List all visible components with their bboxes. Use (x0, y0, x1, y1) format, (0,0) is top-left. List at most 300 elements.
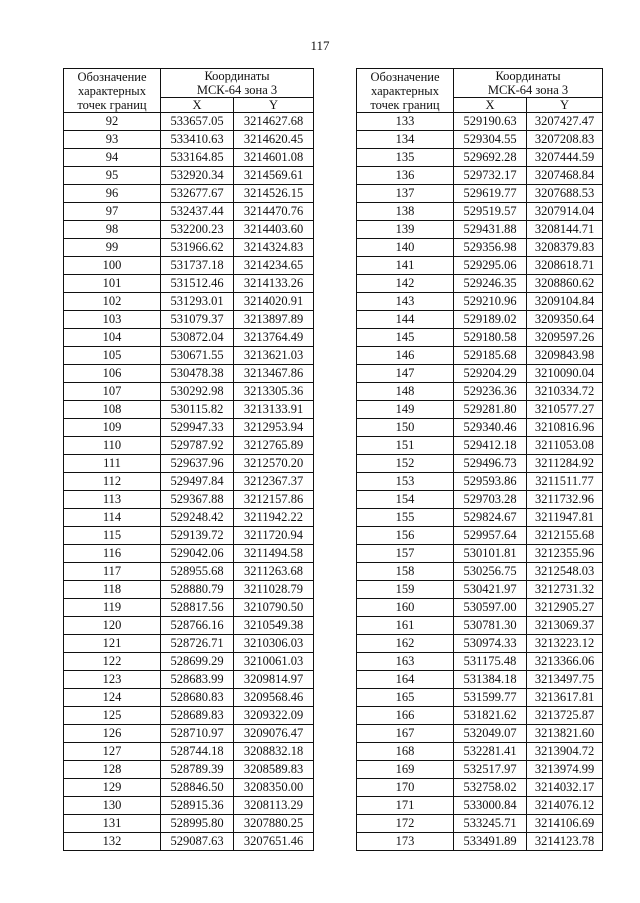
table-row (357, 833, 603, 851)
point-id-cell: 153 (357, 473, 454, 491)
y-cell: 3210577.27 (527, 401, 603, 419)
y-cell: 3213764.49 (234, 329, 314, 347)
y-cell: 3211053.08 (527, 437, 603, 455)
point-id-cell: 160 (357, 599, 454, 617)
y-cell: 3211284.92 (527, 455, 603, 473)
y-cell: 3213897.89 (234, 311, 314, 329)
y-cell: 3208860.62 (527, 275, 603, 293)
table-row (64, 275, 314, 293)
table-row (357, 365, 603, 383)
table-row (357, 599, 603, 617)
point-id-cell: 103 (64, 311, 161, 329)
point-id-cell: 124 (64, 689, 161, 707)
y-cell: 3210816.96 (527, 419, 603, 437)
point-id-cell: 121 (64, 635, 161, 653)
point-id-cell: 135 (357, 149, 454, 167)
x-cell: 528744.18 (161, 743, 234, 761)
table-row (357, 815, 603, 833)
x-cell: 533000.84 (454, 797, 527, 815)
table-row (357, 149, 603, 167)
x-cell: 531737.18 (161, 257, 234, 275)
point-id-cell: 139 (357, 221, 454, 239)
y-cell: 3214620.45 (234, 131, 314, 149)
x-cell: 532049.07 (454, 725, 527, 743)
point-id-cell: 145 (357, 329, 454, 347)
table-row (64, 239, 314, 257)
point-id-cell: 158 (357, 563, 454, 581)
table-row (357, 329, 603, 347)
table-row (357, 347, 603, 365)
table-row (357, 131, 603, 149)
point-id-cell: 100 (64, 257, 161, 275)
y-cell: 3207427.47 (527, 113, 603, 131)
x-cell: 528915.36 (161, 797, 234, 815)
point-id-cell: 92 (64, 113, 161, 131)
point-id-cell: 138 (357, 203, 454, 221)
table-row (357, 221, 603, 239)
y-cell: 3212765.89 (234, 437, 314, 455)
table-row (64, 419, 314, 437)
table-row (64, 131, 314, 149)
point-id-cell: 162 (357, 635, 454, 653)
table-row (357, 293, 603, 311)
point-id-cell: 133 (357, 113, 454, 131)
table-row (64, 311, 314, 329)
x-cell: 532437.44 (161, 203, 234, 221)
table-row (357, 617, 603, 635)
point-id-cell: 164 (357, 671, 454, 689)
x-cell: 529087.63 (161, 833, 234, 851)
x-cell: 532517.97 (454, 761, 527, 779)
x-cell: 529295.06 (454, 257, 527, 275)
point-id-cell: 110 (64, 437, 161, 455)
y-cell: 3210061.03 (234, 653, 314, 671)
y-cell: 3209843.98 (527, 347, 603, 365)
y-cell: 3207444.59 (527, 149, 603, 167)
page-number: 117 (310, 38, 330, 53)
table-row (64, 491, 314, 509)
x-cell: 530478.38 (161, 365, 234, 383)
table-row (64, 221, 314, 239)
table-row (64, 293, 314, 311)
table-row (357, 491, 603, 509)
y-cell: 3212155.68 (527, 527, 603, 545)
y-cell: 3213069.37 (527, 617, 603, 635)
y-cell: 3214324.83 (234, 239, 314, 257)
point-id-cell: 126 (64, 725, 161, 743)
x-cell: 531821.62 (454, 707, 527, 725)
table-row (357, 257, 603, 275)
y-cell: 3214569.61 (234, 167, 314, 185)
point-id-cell: 114 (64, 509, 161, 527)
point-id-cell: 125 (64, 707, 161, 725)
x-cell: 531384.18 (454, 671, 527, 689)
point-id-cell: 96 (64, 185, 161, 203)
table-row (64, 743, 314, 761)
table-row (64, 383, 314, 401)
y-cell: 3214470.76 (234, 203, 314, 221)
y-cell: 3209350.64 (527, 311, 603, 329)
table-row (357, 761, 603, 779)
x-cell: 530421.97 (454, 581, 527, 599)
table-row (64, 149, 314, 167)
point-label-header: Обозначение характерных точек границ (64, 69, 161, 113)
y-cell: 3213617.81 (527, 689, 603, 707)
y-cell: 3212731.32 (527, 581, 603, 599)
y-cell: 3207688.53 (527, 185, 603, 203)
table-row (64, 401, 314, 419)
point-id-cell: 127 (64, 743, 161, 761)
point-id-cell: 119 (64, 599, 161, 617)
table-row (64, 545, 314, 563)
point-id-cell: 170 (357, 779, 454, 797)
y-cell: 3210334.72 (527, 383, 603, 401)
table-row (357, 581, 603, 599)
x-cell: 533164.85 (161, 149, 234, 167)
point-id-cell: 148 (357, 383, 454, 401)
point-id-cell: 151 (357, 437, 454, 455)
table-row (357, 167, 603, 185)
table-row (64, 689, 314, 707)
table-row (357, 671, 603, 689)
y-cell: 3213133.91 (234, 401, 314, 419)
point-id-cell: 97 (64, 203, 161, 221)
coordinates-table-left (63, 68, 314, 851)
table-row (64, 725, 314, 743)
table-row (357, 239, 603, 257)
point-id-cell: 106 (64, 365, 161, 383)
point-id-cell: 136 (357, 167, 454, 185)
x-cell: 530101.81 (454, 545, 527, 563)
point-id-cell: 143 (357, 293, 454, 311)
table-row (64, 635, 314, 653)
point-id-cell: 132 (64, 833, 161, 851)
x-cell: 529246.35 (454, 275, 527, 293)
table-row (357, 401, 603, 419)
y-cell: 3211511.77 (527, 473, 603, 491)
table-row (357, 455, 603, 473)
point-id-cell: 95 (64, 167, 161, 185)
y-cell: 3212157.86 (234, 491, 314, 509)
table-row (64, 563, 314, 581)
y-cell: 3211942.22 (234, 509, 314, 527)
point-id-cell: 152 (357, 455, 454, 473)
table-row (357, 707, 603, 725)
table-row (64, 455, 314, 473)
x-cell: 532281.41 (454, 743, 527, 761)
point-id-cell: 115 (64, 527, 161, 545)
table-row (64, 203, 314, 221)
y-cell: 3213497.75 (527, 671, 603, 689)
table-row (64, 527, 314, 545)
y-cell: 3212548.03 (527, 563, 603, 581)
point-id-cell: 104 (64, 329, 161, 347)
table-row (64, 329, 314, 347)
table-row (357, 185, 603, 203)
point-id-cell: 147 (357, 365, 454, 383)
y-cell: 3214234.65 (234, 257, 314, 275)
x-cell: 531293.01 (161, 293, 234, 311)
table-row (64, 167, 314, 185)
table-row (64, 833, 314, 851)
x-cell: 533491.89 (454, 833, 527, 851)
point-id-cell: 123 (64, 671, 161, 689)
x-cell: 529139.72 (161, 527, 234, 545)
y-cell: 3214601.08 (234, 149, 314, 167)
y-cell: 3211720.94 (234, 527, 314, 545)
y-cell: 3207880.25 (234, 815, 314, 833)
point-id-cell: 142 (357, 275, 454, 293)
y-cell: 3213305.36 (234, 383, 314, 401)
y-cell: 3209076.47 (234, 725, 314, 743)
point-id-cell: 156 (357, 527, 454, 545)
table-row (64, 113, 314, 131)
x-cell: 529496.73 (454, 455, 527, 473)
table-row (357, 689, 603, 707)
table-row (64, 617, 314, 635)
point-id-cell: 111 (64, 455, 161, 473)
y-cell: 3213467.86 (234, 365, 314, 383)
x-cell: 528817.56 (161, 599, 234, 617)
y-cell: 3213725.87 (527, 707, 603, 725)
table-row (357, 725, 603, 743)
y-cell: 3211494.58 (234, 545, 314, 563)
point-id-cell: 134 (357, 131, 454, 149)
x-cell: 529185.68 (454, 347, 527, 365)
x-cell: 529787.92 (161, 437, 234, 455)
table-row (357, 311, 603, 329)
y-cell: 3212367.37 (234, 473, 314, 491)
y-cell: 3207468.84 (527, 167, 603, 185)
x-cell: 529204.29 (454, 365, 527, 383)
y-cell: 3214020.91 (234, 293, 314, 311)
y-cell: 3212905.27 (527, 599, 603, 617)
y-cell: 3207914.04 (527, 203, 603, 221)
point-id-cell: 128 (64, 761, 161, 779)
y-cell: 3213366.06 (527, 653, 603, 671)
point-id-cell: 93 (64, 131, 161, 149)
point-id-cell: 155 (357, 509, 454, 527)
point-id-cell: 149 (357, 401, 454, 419)
table-row (64, 653, 314, 671)
point-id-cell: 171 (357, 797, 454, 815)
point-id-cell: 150 (357, 419, 454, 437)
x-cell: 529431.88 (454, 221, 527, 239)
y-cell: 3207651.46 (234, 833, 314, 851)
y-cell: 3208589.83 (234, 761, 314, 779)
y-cell: 3213621.03 (234, 347, 314, 365)
table-row (357, 203, 603, 221)
table-row (357, 419, 603, 437)
table-row (64, 365, 314, 383)
point-id-cell: 167 (357, 725, 454, 743)
x-cell: 529190.63 (454, 113, 527, 131)
table-row (357, 509, 603, 527)
table-row (357, 743, 603, 761)
point-id-cell: 141 (357, 257, 454, 275)
x-cell: 529180.58 (454, 329, 527, 347)
x-cell: 528995.80 (161, 815, 234, 833)
y-cell: 3211263.68 (234, 563, 314, 581)
point-id-cell: 122 (64, 653, 161, 671)
y-cell: 3214133.26 (234, 275, 314, 293)
table-row (357, 545, 603, 563)
point-id-cell: 161 (357, 617, 454, 635)
table-row (357, 653, 603, 671)
y-cell: 3208350.00 (234, 779, 314, 797)
x-cell: 530872.04 (161, 329, 234, 347)
table-row (64, 473, 314, 491)
point-id-cell: 131 (64, 815, 161, 833)
x-cell: 528880.79 (161, 581, 234, 599)
y-cell: 3208618.71 (527, 257, 603, 275)
point-id-cell: 172 (357, 815, 454, 833)
point-label-header: Обозначение характерных точек границ (357, 69, 454, 113)
x-cell: 529519.57 (454, 203, 527, 221)
x-cell: 529824.67 (454, 509, 527, 527)
y-cell: 3214403.60 (234, 221, 314, 239)
point-id-cell: 137 (357, 185, 454, 203)
table-row (64, 437, 314, 455)
table-row (64, 797, 314, 815)
point-id-cell: 117 (64, 563, 161, 581)
x-cell: 531966.62 (161, 239, 234, 257)
y-cell: 3214032.17 (527, 779, 603, 797)
x-cell: 528680.83 (161, 689, 234, 707)
table-row (357, 635, 603, 653)
x-cell: 529281.80 (454, 401, 527, 419)
x-cell: 529412.18 (454, 437, 527, 455)
x-cell: 531512.46 (161, 275, 234, 293)
x-cell: 529210.96 (454, 293, 527, 311)
y-cell: 3212570.20 (234, 455, 314, 473)
x-cell: 531079.37 (161, 311, 234, 329)
table-row (64, 815, 314, 833)
point-id-cell: 154 (357, 491, 454, 509)
point-id-cell: 102 (64, 293, 161, 311)
point-id-cell: 163 (357, 653, 454, 671)
y-cell: 3210549.38 (234, 617, 314, 635)
y-cell: 3209568.46 (234, 689, 314, 707)
x-cell: 528846.50 (161, 779, 234, 797)
x-cell: 529637.96 (161, 455, 234, 473)
point-id-cell: 94 (64, 149, 161, 167)
x-cell: 529497.84 (161, 473, 234, 491)
x-cell: 529947.33 (161, 419, 234, 437)
x-cell: 528726.71 (161, 635, 234, 653)
y-cell: 3209322.09 (234, 707, 314, 725)
x-cell: 529248.42 (161, 509, 234, 527)
table-row (64, 581, 314, 599)
point-id-cell: 129 (64, 779, 161, 797)
y-cell: 3209597.26 (527, 329, 603, 347)
y-cell: 3208379.83 (527, 239, 603, 257)
y-cell: 3208144.71 (527, 221, 603, 239)
x-cell: 532677.67 (161, 185, 234, 203)
x-cell: 529042.06 (161, 545, 234, 563)
y-cell: 3212953.94 (234, 419, 314, 437)
table-row (64, 599, 314, 617)
x-cell: 529340.46 (454, 419, 527, 437)
y-cell: 3209104.84 (527, 293, 603, 311)
point-id-cell: 118 (64, 581, 161, 599)
x-cell: 531175.48 (454, 653, 527, 671)
table-row (64, 779, 314, 797)
y-cell: 3213223.12 (527, 635, 603, 653)
x-header: X (161, 98, 234, 113)
point-id-cell: 144 (357, 311, 454, 329)
y-cell: 3208832.18 (234, 743, 314, 761)
x-cell: 533410.63 (161, 131, 234, 149)
table-row (357, 113, 603, 131)
x-cell: 530292.98 (161, 383, 234, 401)
x-cell: 528766.16 (161, 617, 234, 635)
y-cell: 3210306.03 (234, 635, 314, 653)
x-cell: 529236.36 (454, 383, 527, 401)
point-id-cell: 130 (64, 797, 161, 815)
y-cell: 3211028.79 (234, 581, 314, 599)
x-cell: 529356.98 (454, 239, 527, 257)
coordinates-body-right (357, 113, 603, 851)
x-cell: 533245.71 (454, 815, 527, 833)
point-id-cell: 146 (357, 347, 454, 365)
point-id-cell: 105 (64, 347, 161, 365)
table-row (357, 383, 603, 401)
x-cell: 529189.02 (454, 311, 527, 329)
y-cell: 3211732.96 (527, 491, 603, 509)
y-header: Y (234, 98, 314, 113)
x-cell: 532758.02 (454, 779, 527, 797)
y-cell: 3212355.96 (527, 545, 603, 563)
coordinates-table-right (356, 68, 603, 851)
point-id-cell: 99 (64, 239, 161, 257)
point-id-cell: 109 (64, 419, 161, 437)
y-cell: 3207208.83 (527, 131, 603, 149)
x-cell: 528710.97 (161, 725, 234, 743)
y-header: Y (527, 98, 603, 113)
point-id-cell: 169 (357, 761, 454, 779)
point-id-cell: 165 (357, 689, 454, 707)
y-cell: 3208113.29 (234, 797, 314, 815)
x-cell: 529703.28 (454, 491, 527, 509)
x-header: X (454, 98, 527, 113)
y-cell: 3214526.15 (234, 185, 314, 203)
x-cell: 529304.55 (454, 131, 527, 149)
table-row (64, 347, 314, 365)
x-cell: 530597.00 (454, 599, 527, 617)
y-cell: 3213974.99 (527, 761, 603, 779)
table-row (64, 671, 314, 689)
y-cell: 3214627.68 (234, 113, 314, 131)
x-cell: 529593.86 (454, 473, 527, 491)
table-row (357, 437, 603, 455)
table-row (64, 761, 314, 779)
table-row (357, 563, 603, 581)
table-row (357, 275, 603, 293)
table-row (357, 473, 603, 491)
table-row (64, 509, 314, 527)
point-id-cell: 113 (64, 491, 161, 509)
table-row (64, 257, 314, 275)
point-id-cell: 116 (64, 545, 161, 563)
table-row (357, 779, 603, 797)
point-id-cell: 168 (357, 743, 454, 761)
table-row (357, 527, 603, 545)
y-cell: 3213821.60 (527, 725, 603, 743)
x-cell: 531599.77 (454, 689, 527, 707)
point-id-cell: 159 (357, 581, 454, 599)
x-cell: 530781.30 (454, 617, 527, 635)
